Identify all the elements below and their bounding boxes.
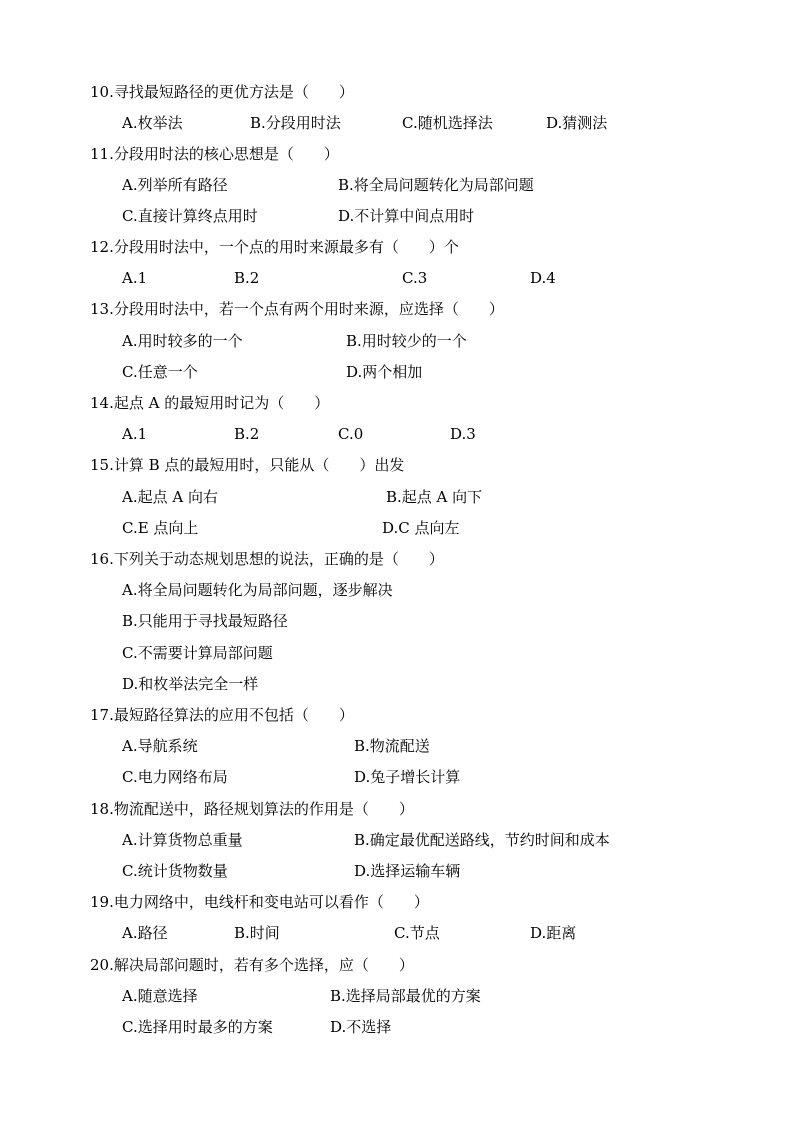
- question-16-stem: 16.下列关于动态规划思想的说法，正确的是（ ）: [90, 550, 444, 568]
- question-17-option-b: B.物流配送: [354, 737, 430, 755]
- question-14-option-a: A.1: [122, 425, 148, 443]
- question-17-option-a: A.导航系统: [122, 737, 198, 755]
- question-14-stem: 14.起点 A 的最短用时记为（ ）: [90, 394, 330, 412]
- question-20-stem: 20.解决局部问题时，若有多个选择，应（ ）: [90, 956, 414, 974]
- question-11-option-c: C.直接计算终点用时: [122, 207, 258, 225]
- question-10-option-d: D.猜测法: [546, 114, 608, 132]
- question-10-option-b: B.分段用时法: [250, 114, 341, 132]
- question-16-option-b: B.只能用于寻找最短路径: [122, 612, 288, 630]
- question-18-option-d: D.选择运输车辆: [354, 862, 461, 880]
- question-12-option-b: B.2: [234, 269, 260, 287]
- question-11-option-a: A.列举所有路径: [122, 176, 228, 194]
- question-11-stem: 11.分段用时法的核心思想是（ ）: [90, 145, 339, 163]
- question-19-option-c: C.节点: [394, 924, 440, 942]
- question-16-option-a: A.将全局问题转化为局部问题，逐步解决: [122, 581, 393, 599]
- question-20-option-c: C.选择用时最多的方案: [122, 1018, 273, 1036]
- question-20-option-d: D.不选择: [330, 1018, 392, 1036]
- question-19-stem: 19.电力网络中，电线杆和变电站可以看作（ ）: [90, 893, 429, 911]
- question-13-option-b: B.用时较少的一个: [346, 332, 467, 350]
- question-19-option-d: D.距离: [530, 924, 577, 942]
- question-15-option-a: A.起点 A 向右: [122, 488, 218, 506]
- question-20-option-b: B.选择局部最优的方案: [330, 987, 481, 1005]
- question-18-option-c: C.统计货物数量: [122, 862, 228, 880]
- question-10-option-c: C.随机选择法: [402, 114, 493, 132]
- question-13-option-c: C.任意一个: [122, 363, 198, 381]
- question-19-option-a: A.路径: [122, 924, 168, 942]
- question-10-stem: 10.寻找最短路径的更优方法是（ ）: [90, 83, 354, 101]
- question-12-stem: 12.分段用时法中，一个点的用时来源最多有（ ）个: [90, 238, 459, 256]
- question-14-option-c: C.0: [338, 425, 364, 443]
- question-12-option-d: D.4: [530, 269, 556, 287]
- question-17-option-c: C.电力网络布局: [122, 768, 228, 786]
- question-10-option-a: A.枚举法: [122, 114, 183, 132]
- question-15-option-b: B.起点 A 向下: [386, 488, 483, 506]
- question-11-option-d: D.不计算中间点用时: [338, 207, 475, 225]
- question-14-option-d: D.3: [450, 425, 476, 443]
- question-13-option-d: D.两个相加: [346, 363, 423, 381]
- question-14-option-b: B.2: [234, 425, 260, 443]
- question-13-option-a: A.用时较多的一个: [122, 332, 243, 350]
- question-12-option-a: A.1: [122, 269, 148, 287]
- question-18-option-b: B.确定最优配送路线，节约时间和成本: [354, 831, 610, 849]
- question-19-option-b: B.时间: [234, 924, 280, 942]
- question-13-stem: 13.分段用时法中，若一个点有两个用时来源，应选择（ ）: [90, 300, 504, 318]
- question-17-option-d: D.兔子增长计算: [354, 768, 461, 786]
- question-16-option-c: C.不需要计算局部问题: [122, 644, 273, 662]
- question-20-option-a: A.随意选择: [122, 987, 198, 1005]
- question-15-option-d: D.C 点向左: [382, 519, 460, 537]
- question-11-option-b: B.将全局问题转化为局部问题: [338, 176, 534, 194]
- question-16-option-d: D.和枚举法完全一样: [122, 675, 259, 693]
- question-17-stem: 17.最短路径算法的应用不包括（ ）: [90, 706, 354, 724]
- question-12-option-c: C.3: [402, 269, 428, 287]
- question-15-option-c: C.E 点向上: [122, 519, 199, 537]
- question-18-stem: 18.物流配送中，路径规划算法的作用是（ ）: [90, 800, 414, 818]
- question-18-option-a: A.计算货物总重量: [122, 831, 243, 849]
- question-15-stem: 15.计算 B 点的最短用时，只能从（ ）出发: [90, 456, 405, 474]
